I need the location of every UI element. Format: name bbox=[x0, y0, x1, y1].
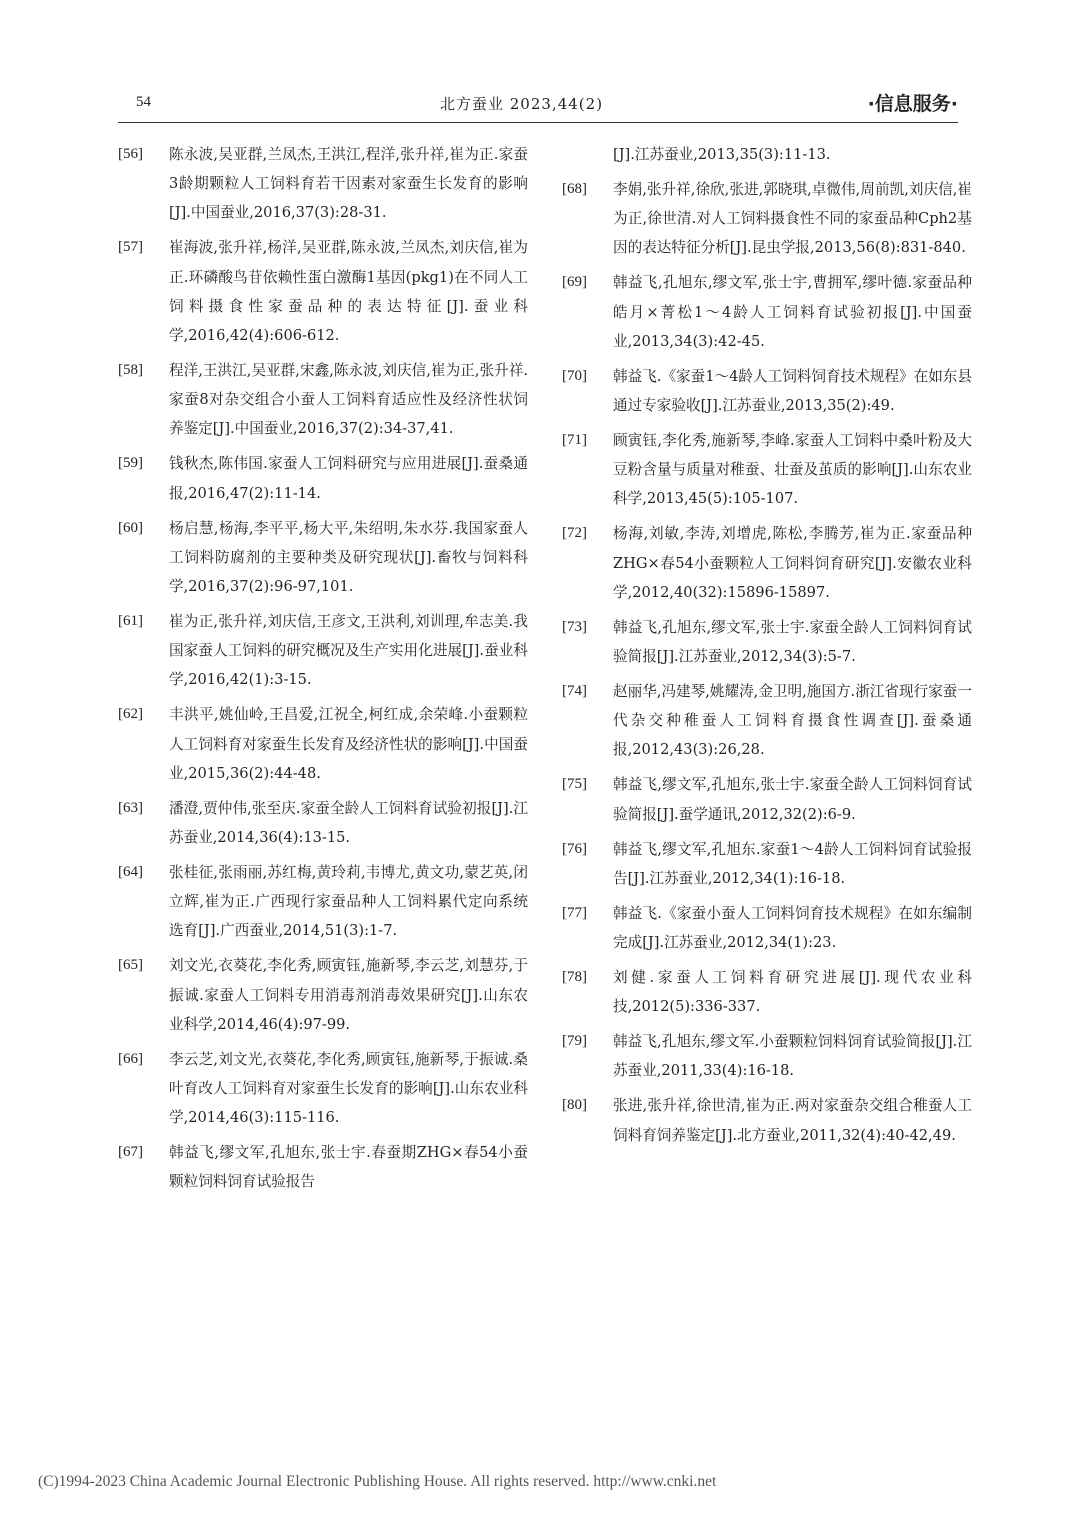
reference-text: 崔海波,张升祥,杨洋,吴亚群,陈永波,兰凤杰,刘庆信,崔为正.环磷酸鸟苷依赖性蛋白激酶1基因(pkg1)在不同人工饲料摄食性家蚕品种的表达特征[J].蚕业科学,2016,42(4):606-612. bbox=[169, 239, 528, 345]
reference-text: 崔为正,张升祥,刘庆信,王彦文,王洪利,刘训理,牟志美.我国家蚕人工饲料的研究概况及生产实用化进展[J].蚕业科学,2016,42(1):3-15. bbox=[169, 613, 528, 689]
reference-text: 韩益飞,缪文军,孔旭东,张士宇.家蚕全龄人工饲料饲育试验简报[J].蚕学通讯,2012,32(2):6-9. bbox=[613, 776, 972, 823]
reference-text: 程洋,王洪江,吴亚群,宋鑫,陈永波,刘庆信,崔为正,张升祥.家蚕8对杂交组合小蚕人工饲料育适应性及经济性状饲养鉴定[J].中国蚕业,2016,37(2):34-37,41. bbox=[169, 362, 528, 438]
reference-text: 韩益飞.《家蚕1～4龄人工饲料饲育技术规程》在如东县通过专家验收[J].江苏蚕业,2013,35(2):49. bbox=[613, 367, 972, 415]
reference-item bbox=[562, 677, 972, 765]
reference-item bbox=[118, 514, 528, 602]
references-left-column bbox=[118, 140, 528, 1202]
reference-item bbox=[118, 449, 528, 507]
reference-number: [65] bbox=[118, 957, 143, 974]
reference-item bbox=[118, 233, 528, 350]
reference-text: 陈永波,吴亚群,兰凤杰,王洪江,程洋,张升祥,崔为正.家蚕3龄期颗粒人工饲料育若干因素对家蚕生长发育的影响[J].中国蚕业,2016,37(3):28-31. bbox=[169, 146, 528, 222]
reference-text: 张桂征,张雨丽,苏红梅,黄玲莉,韦博尤,黄文功,蒙艺英,闭立辉,崔为正.广西现行家蚕品种人工饲料累代定向系统选育[J].广西蚕业,2014,51(3):1-7. bbox=[169, 864, 528, 940]
reference-number: [64] bbox=[118, 864, 143, 881]
reference-number: [57] bbox=[118, 239, 143, 256]
section-title: ·信息服务· bbox=[867, 93, 958, 115]
reference-text: 杨启慧,杨海,李平平,杨大平,朱绍明,朱水芬.我国家蚕人工饲料防腐剂的主要种类及研究现状[J].畜牧与饲料科学,2016,37(2):96-97,101. bbox=[169, 519, 528, 596]
reference-text: 钱秋杰,陈伟国.家蚕人工饲料研究与应用进展[J].蚕桑通报,2016,47(2):11-14. bbox=[169, 455, 528, 502]
reference-text: 韩益飞,孔旭东,缪文军,张士宇.家蚕全龄人工饲料饲育试验简报[J].江苏蚕业,2012,34(3):5-7. bbox=[613, 618, 972, 666]
reference-number: [56] bbox=[118, 146, 143, 162]
reference-number: [74] bbox=[562, 683, 587, 700]
reference-text: 韩益飞,孔旭东,缪文军,张士宇,曹拥军,缪叶德.家蚕品种皓月×菁松1～4龄人工饲料育试验初报[J].中国蚕业,2013,34(3):42-45. bbox=[613, 274, 972, 350]
reference-text: 李娟,张升祥,徐欣,张进,郭晓琪,卓微伟,周前凯,刘庆信,崔为正,徐世清.对人工饲料摄食性不同的家蚕品种Cph2基因的表达特征分析[J].昆虫学报,2013,56(8):831-840. bbox=[613, 181, 972, 257]
reference-item bbox=[118, 794, 528, 852]
reference-number: [80] bbox=[562, 1097, 587, 1114]
reference-item bbox=[562, 835, 972, 893]
journal-title: 北方蚕业 2023,44(2) bbox=[440, 95, 604, 113]
reference-item bbox=[118, 858, 528, 946]
reference-number: [79] bbox=[562, 1033, 587, 1050]
page-number: 54 bbox=[136, 94, 151, 110]
reference-item bbox=[118, 700, 528, 788]
reference-number: [59] bbox=[118, 455, 143, 472]
reference-text: 潘澄,贾仲伟,张至庆.家蚕全龄人工饲料育试验初报[J].江苏蚕业,2014,36(4):13-15. bbox=[169, 799, 528, 847]
reference-number: [58] bbox=[118, 362, 143, 379]
reference-text: 韩益飞.《家蚕小蚕人工饲料饲育技术规程》在如东编制完成[J].江苏蚕业,2012,34(1):23. bbox=[613, 904, 972, 952]
reference-item bbox=[562, 963, 972, 1021]
reference-item bbox=[562, 268, 972, 356]
reference-text: 韩益飞,孔旭东,缪文军.小蚕颗粒饲料饲育试验简报[J].江苏蚕业,2011,33(4):16-18. bbox=[613, 1033, 972, 1080]
reference-text: 刘健.家蚕人工饲料育研究进展[J].现代农业科技,2012(5):336-337. bbox=[613, 969, 972, 1016]
reference-text: 李云芝,刘文光,衣葵花,李化秀,顾寅钰,施新琴,于振诚.桑叶育改人工饲料育对家蚕生长发育的影响[J].山东农业科学,2014,46(3):115-116. bbox=[169, 1050, 528, 1127]
reference-item bbox=[562, 899, 972, 957]
copyright-footer: (C)1994-2023 China Academic Journal Electronic Publishing House. All rights reserved. http://www.cnki.net bbox=[38, 1473, 717, 1490]
reference-text: 韩益飞,缪文军,孔旭东,张士宇.春蚕期ZHG×春54小蚕颗粒饲料饲育试验报告 bbox=[169, 1144, 528, 1191]
reference-item bbox=[562, 426, 972, 514]
reference-number: [67] bbox=[118, 1144, 143, 1161]
reference-number: [66] bbox=[118, 1050, 143, 1067]
reference-number: [75] bbox=[562, 776, 587, 793]
reference-number: [77] bbox=[562, 904, 587, 921]
reference-number: [62] bbox=[118, 706, 143, 723]
reference-item bbox=[562, 1027, 972, 1085]
references-right-column bbox=[562, 140, 972, 1156]
reference-number: [63] bbox=[118, 799, 143, 816]
reference-number: [69] bbox=[562, 274, 587, 291]
reference-item bbox=[118, 1138, 528, 1196]
reference-item bbox=[562, 770, 972, 828]
reference-continuation: [J].江苏蚕业,2013,35(3):11-13. bbox=[613, 146, 831, 163]
reference-number: [73] bbox=[562, 618, 587, 635]
reference-number: [70] bbox=[562, 367, 587, 384]
reference-text: 杨海,刘敏,李涛,刘增虎,陈松,李腾芳,崔为正.家蚕品种ZHG×春54小蚕颗粒人工饲料饲育研究[J].安徽农业科学,2012,40(32):15896-15897. bbox=[613, 525, 972, 601]
reference-item bbox=[118, 951, 528, 1039]
reference-number: [72] bbox=[562, 525, 587, 542]
reference-text: 张进,张升祥,徐世清,崔为正.两对家蚕杂交组合稚蚕人工饲料育饲养鉴定[J].北方蚕业,2011,32(4):40-42,49. bbox=[613, 1097, 972, 1144]
reference-item bbox=[562, 519, 972, 607]
reference-text: 顾寅钰,李化秀,施新琴,李峰.家蚕人工饲料中桑叶粉及大豆粉含量与质量对稚蚕、壮蚕及茧质的影响[J].山东农业科学,2013,45(5):105-107. bbox=[613, 432, 972, 508]
reference-text: 丰洪平,姚仙岭,王昌爱,江祝全,柯红成,余荣峰.小蚕颗粒人工饲料育对家蚕生长发育及经济性状的影响[J].中国蚕业,2015,36(2):44-48. bbox=[169, 706, 528, 782]
reference-number: [78] bbox=[562, 969, 587, 986]
reference-text: 刘文光,衣葵花,李化秀,顾寅钰,施新琴,李云芝,刘慧芬,于振诚.家蚕人工饲料专用消毒剂消毒效果研究[J].山东农业科学,2014,46(4):97-99. bbox=[169, 957, 528, 1033]
reference-number: [60] bbox=[118, 519, 143, 536]
reference-text: 赵丽华,冯建琴,姚耀涛,金卫明,施国方.浙江省现行家蚕一代杂交种稚蚕人工饲料育摄食性调查[J].蚕桑通报,2012,43(3):26,28. bbox=[613, 683, 972, 759]
reference-item bbox=[118, 1045, 528, 1133]
reference-item bbox=[118, 607, 528, 695]
reference-item bbox=[562, 613, 972, 671]
reference-item bbox=[118, 356, 528, 444]
reference-number: [71] bbox=[562, 432, 587, 449]
reference-item bbox=[118, 140, 528, 228]
reference-number: [76] bbox=[562, 840, 587, 857]
reference-item bbox=[562, 362, 972, 420]
reference-number: [68] bbox=[562, 181, 587, 197]
reference-item bbox=[562, 175, 972, 263]
reference-number: [61] bbox=[118, 613, 143, 630]
reference-item bbox=[562, 1091, 972, 1149]
page-header bbox=[118, 88, 958, 123]
reference-text: 韩益飞,缪文军,孔旭东.家蚕1～4龄人工饲料饲育试验报告[J].江苏蚕业,2012,34(1):16-18. bbox=[613, 840, 972, 887]
